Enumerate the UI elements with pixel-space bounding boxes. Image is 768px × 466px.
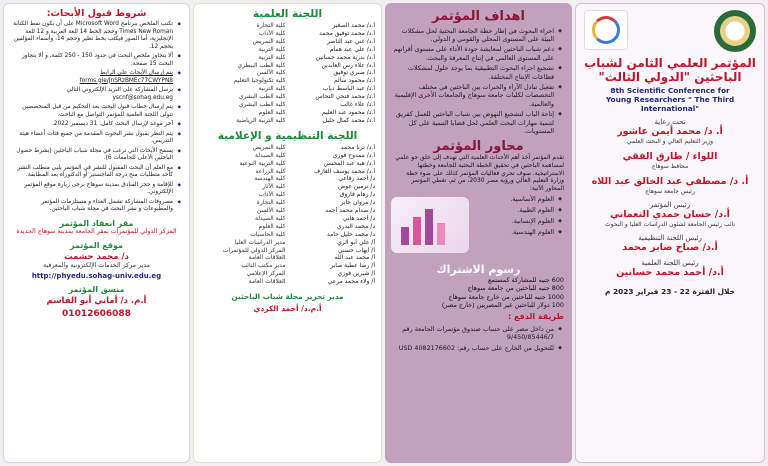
president-block [576,176,764,196]
member-faculty: كلية الألسن [256,207,286,215]
list-item: ◆ للإقامة و حجز الفنادق بمدينة سوهاج برجى زيارة موقع المؤتمر الإلكتروني. [10,182,181,197]
member-faculty: كلية الألسن [256,69,286,77]
research-illustration-icon [391,197,469,253]
member-name: أ.د/ محمد الصغير [332,22,375,29]
member-name: أ.د/ محمد فتحي التحاس [315,93,375,101]
member-faculty: كلية التمريض [252,143,286,151]
list-item: ◆ دعم شباب الباحثين لمعايشة جودة الأداء على مستوى أقرانهم على المستوى العالمي في إنتاج المعرفة والبحث. [391,45,562,61]
list-item: ◆ ألا يتجاوز ملخص البحث في حدود 150 - 250 كلمة، و ألا يتجاوز البحث 15 صفحة. [10,53,181,68]
member-name: د/ صدام محمد أحمد [325,207,375,215]
list-item: ◆ تكتب الملخص ببرنامج Microsoft Word على أن يكون نمط الكتابة Times New Roman وحجم الخط 14 للغة العربية و 12 للغة الإنجليزية، أما الصور فيكتب بخط نظير وحجم 14، وأسماء المؤلفين بحجم 12. [10,21,181,51]
member-name: أ.د/ محمود عبد العليم [321,108,375,116]
member-name: د/ محمد البدري [336,222,375,230]
chair-head: رئيس المؤتمر [649,201,691,209]
member-name: أ.د/ علاء غالب [340,101,375,109]
fee-item: 100 دولار للباحثين غير المصريين (خارج مصر) [441,301,564,310]
member-faculty: كلية الحاسبات [250,230,286,238]
member-name: أ.د/ عبد الباسط دياب [322,85,375,93]
member-faculty: كلية التجارة [256,199,286,207]
payment-title: طريقة الدفع : [508,311,564,321]
objectives-list [385,27,572,135]
member-name: أ/ محمد عبد الله [334,254,375,262]
member-name: أ.د/ هبة عبد المحسن [323,159,375,167]
site-name: د/ محمد حشمت [64,251,129,262]
conference-logo-icon [584,10,628,50]
sci-chair-block [576,259,764,279]
sci-chair-name: أ.د/ أحمد محمد حسانين [616,267,724,278]
org-chair-head: رئيس اللجنة التنظيمية [638,234,702,242]
list-item: ◆ العلوم الطبية. [483,206,562,214]
chair-block [576,201,764,229]
fee-item: 800 جنيه للباحثين من جامعة سوهاج [467,284,564,293]
list-item: ◆ اجراء البحوث في إطار خطة الجامعة البحثية لحل مشكلات البيئة على المستوى المحلي والقومي و الدولي. [391,27,562,43]
coordinator-head: منسق المؤتمر [68,284,125,294]
logo-row [576,4,764,52]
member-name: أ.د/ نرنا محمد [340,143,375,151]
conf-en-line3: International" [640,104,700,113]
payment-list [385,325,572,352]
member-faculty: كلية التربية النوعية [239,159,286,167]
member-faculty: كلية الآثار [262,183,286,191]
sci-chair-head: رئيس اللجنة العلمية [641,259,699,267]
conditions-title: شروط قبول الأبحاث: [46,8,147,19]
member-faculty: العلاقات العامة [248,254,286,262]
patron-block [576,118,764,146]
member-name: د/ رهام فاروق [339,191,375,199]
member-faculty: كلية التجارة [256,22,286,29]
conference-dates: خلال الفترة 22 - 23 فبراير 2023 م [604,287,735,296]
list-item: ◆ يتم إرسال خطاب قبول البحث بعد التحكيم من قبل المتخصصين تتولى اللجنة العلمية للمؤتمر التواصل مع الباحث. [10,104,181,119]
member-name: أ.د/ محمد يوسف الغارف [313,167,375,175]
coordinator-name: أ.م. د/ أماني أبو القاسم [46,295,147,306]
member-name: أ.د/ محمد كمال جليل [322,116,375,124]
member-name: د/ محمد خليل حامد [326,230,375,238]
venue-text: المركز الدولي للمؤتمرات بمقر الجامعة بمدينة سوهاج الجديدة [16,227,177,235]
member-faculty: كلية التربية [258,53,286,61]
member-faculty: كلية التمريض [252,37,286,45]
list-item[interactable]: ◆ يتم إرسال الأبحاث على الرابط forms.gle/JnSRzBMEc77CWYPN8 [10,70,181,85]
member-faculty: المركز الدولي للمؤتمرات [222,246,286,254]
member-name: أ.د/ علاء رس العابدين [321,61,375,69]
objectives-panel [385,3,572,463]
member-faculty: كلية الهندسة [254,175,286,183]
conditions-list [4,21,189,214]
sci-committee-title: اللجنة العلمية [252,8,323,20]
axes-list [477,193,572,257]
list-item: ◆ يتم النظر بقبول نشر البحوث المقدمة من جميع فئات أعضاء هيئة التدريس. [10,131,181,146]
patron-name: أ. د/ محمد أيمن عاشور [617,126,723,137]
list-item: ◆ للتحويل من الخارج على حساب رقم: USD 4082176602 [391,344,562,352]
member-faculty: كلية العلوم [258,108,286,116]
member-faculty: كلية الصيدلة [255,214,286,222]
member-faculty: العلاقات العامة [248,278,286,286]
member-faculty: كلية الصيدلة [255,151,286,159]
member-name: أ.د/ ممدوح فوزي [332,151,375,159]
governor-name: اللواء / طارق الفقي [622,151,718,162]
site-role: مدير مركز الخدمات الإلكترونية والمعرفية [43,261,150,269]
member-faculty: كلية الطب البيطري [237,61,286,69]
venue-head: مقر انعقاد المؤتمر [59,218,134,228]
org-chair-block [576,234,764,254]
member-name: أ.د/ بدرية محمد حسانين [315,53,375,61]
site-url-link[interactable]: http://phyedu.sohag-univ.edu.eg [31,271,162,280]
member-name: أ/ ولاء محمد مرعي [327,278,375,286]
member-name: د/ أحمد رفاعي [338,175,375,183]
member-faculty: المركز الإعلامي [246,270,286,278]
chair-name: أ.د/ حسان حمدي النعماني [610,209,730,220]
member-faculty: كلية تكنولوجيا التعليم [233,77,286,85]
member-faculty: كلية العلوم [258,222,286,230]
member-name: أ.د/ علي عبد همام [329,45,375,53]
member-name: أ.د/ غني عبد الناصر [326,37,375,45]
member-faculty: كلية الآداب [258,29,286,37]
list-item: ◆ العلوم الإنسانية. [483,217,562,225]
chair-role: نائب رئيس الجامعة لشئون الدراسات العليا و البحوث [604,221,735,228]
editor-name: أ.م.د/ أحمد الكردي [253,304,322,314]
site-head: موقع المؤتمر [70,240,123,250]
editor-title: مدير تحرير مجلة شباب الباحثين [231,292,344,302]
list-item: ◆ العلوم الهندسية. [483,228,562,236]
member-faculty: مدير مكتب النائب [241,262,286,270]
conference-title-ar: المؤتمر العلمي الثامن لشباب الباحثين "الدولي الثالث" [584,56,756,84]
list-item: ◆ مع العلم أن البحث المقبول للنشر في المؤتمر يلبي متطلب النشر كأحد متطلبات منح درجة الماجستير أو الدكتوراة بعد المطابقة. [10,165,181,180]
member-name: أ/ علي أبو الري [337,238,375,246]
member-faculty: كلية التربية [258,45,286,53]
list-item: ◆ تشجيع اجراء البحوث التطبيقية بما يوجد حلول لمشكلات قطاعات الإنتاج المختلفة. [391,64,562,80]
coordinator-phone[interactable]: 01012606088 [62,308,131,319]
org-committee-title: اللجنة التنظيمية و الإعلامية [217,129,358,142]
member-faculty: كلية الطب البشري [238,93,286,101]
member-name: أ.د/ محمد توفيق محمد [319,29,375,37]
member-name: أ.د/ محمود سالم [333,77,375,85]
fee-item: 1000 جنيه للباحثين من خارج جامعة سوهاج [448,292,564,301]
list-item: ◆ مصروفات المشاركة تشمل الغداء و مستلزمات المؤتمر والمطبوعات و نشر البحث في مجلة شباب الباحثين. [10,199,181,214]
member-faculty: مدير الدراسات العليا [234,238,286,246]
list-item: ◆ إتاحة الباب لتشجيع النهوض بين شباب الباحثين للعمل كفريق لتنمية مهارات البحث العلمي لحل قضايا التنمية على كل المستويات. [391,110,562,135]
governor-role: محافظ سوهاج [651,163,689,170]
university-logo-icon [714,10,756,52]
conf-en-line1: 8th Scientific Conference for [610,86,730,95]
committees-panel [193,3,382,463]
org-chair-name: أ.د/ صباح صابر محمد [622,242,718,253]
conference-title-en [576,86,764,113]
member-faculty: كلية التربية [258,85,286,93]
list-item: ◆ آخر موعد لإرسال البحث كامل: 31 ديسمبر 2022. [10,121,181,129]
patron-role: وزير التعليم العالي و البحث العلمي [626,138,714,145]
patron-head: تحت رعاية [654,118,686,126]
cover-panel [575,3,765,463]
member-name: أ/ شيرين فوزي [337,270,375,278]
org-committee-grid [194,142,381,288]
member-faculty: كلية الآداب [258,191,286,199]
list-item: ◆ من داخل مصر على حساب صندوق مؤتمرات الجامعة رقم 9/450/85446/7 [391,325,562,341]
member-name: د/ أحمد هاني [342,214,375,222]
axes-row [385,193,572,257]
member-name: د/ نرمين عوض [337,183,375,191]
conf-en-line2: Young Researchers " The Third [605,95,735,104]
member-faculty: كلية الزراعة [255,167,286,175]
fee-item: 600 جنيه للمشاركة كمستمع [488,275,564,284]
president-role: رئيس جامعة سوهاج [645,188,695,195]
member-faculty: كلية الطب البشري [238,101,286,109]
list-item[interactable]: ◆ يرسل المشاركة على البريد الإلكتروني التالي yscnf@sohag.edu.eg [10,87,181,102]
axes-intro: تقدم المؤتمر آخذ أهم الأحداث العلمية التي تهدف إلى خلق جو علمي لمساهمة الباحثين في تحقيق الخطة البحثية للجامعة وخطتها الاستراتيجية. سوف تجري فعاليات المؤتمر كذلك على ضوء خطة وزارة التعليم العالي ورؤية مصر 2030، من ثم، تغطي المؤتمر المحاور الآتية: [395,153,564,193]
list-item: ◆ العلوم الأساسية. [483,195,562,203]
member-name: أ.د/ صبري توفيق [333,69,375,77]
member-faculty: كلية التربية الرياضية [236,116,286,124]
sci-committee-grid [194,20,381,127]
objectives-title: اهداف المؤتمر [432,9,525,24]
list-item: ◆ يسمح الأبحاث التي ترغب في مجلة شباب الباحثين (بشرط حصول الباحثين الأعلى للجامعات 6). [10,148,181,163]
fees-list [385,276,572,310]
member-name: أ/ ايهاب حسني [338,246,375,254]
governor-block [576,151,764,171]
list-item: ◆ تفعيل تبادل الآراء والخبرات بين الباحثين في مختلف التخصصات لكليات جامعة سوهاج والجامعات الأخرى الإقليمية والعالمية. [391,83,562,108]
president-name: أ. د/ مصطفي عبد الخالق عبد اللاه [591,176,749,187]
fees-title: رسوم الاشتراك [436,262,521,276]
axes-title: محاور المؤتمر [433,138,524,154]
conditions-panel [3,3,190,463]
member-name: أ/ رضا عطية صابر [330,262,375,270]
member-name: د/ مروان جابر [340,199,375,207]
